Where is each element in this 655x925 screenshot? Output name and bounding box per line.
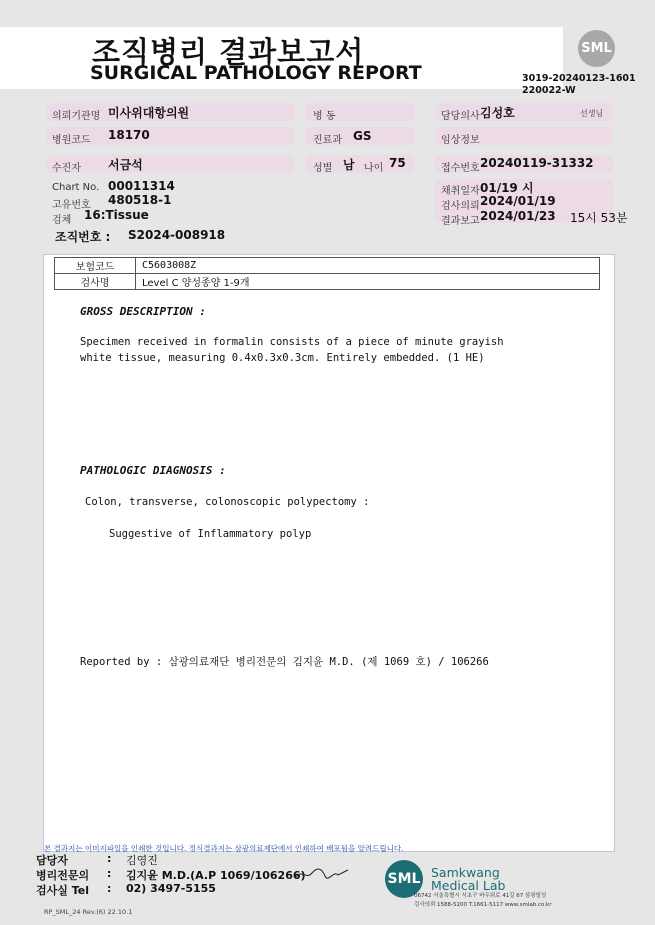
receipt-label: 접수번호 [441,163,480,174]
chart-value: 00011314 [108,179,175,193]
manager-label: 담당자 [36,854,68,867]
lab-tel-value: 02) 3497-5155 [126,882,216,895]
test-name-value: Level C 양성종양 1-9개 [136,274,600,290]
report-panel [43,254,615,852]
manager-value: 김영진 [126,854,158,867]
report-id: 3019-20240123-1601 220022-W [522,73,636,96]
patient-row [46,155,294,173]
gross-line-2: white tissue, measuring 0.4x0.3x0.3cm. Entirely embedded. (1 HE) [80,352,485,364]
sex-label: 성별 [313,163,333,174]
result-time-value: 15시 53분 [570,211,628,225]
sex-value: 남 [343,158,355,172]
patient-value: 서금석 [108,158,143,172]
result-date-value: 2024/01/23 [480,209,556,223]
tissue-no-value: S2024-008918 [128,228,226,242]
ward-label: 병 동 [313,111,336,122]
lab-logo-icon: SML [385,860,423,898]
institution-value: 미사위대항의원 [108,106,190,120]
test-name-label: 검사명 [55,274,136,290]
specimen-value: 16:Tissue [84,208,149,222]
lab-tel-colon: : [107,882,112,895]
diagnosis-result: Suggestive of Inflammatory polyp [109,528,312,540]
insurance-code-value: C5603008Z [136,258,600,274]
clinical-label: 임상정보 [441,135,480,146]
age-value: 75 [389,156,406,170]
doctor-value: 김성호 [480,106,515,120]
unique-value: 480518-1 [108,193,172,207]
code-table [54,257,600,290]
pathologist-label: 병리전문의 [36,869,90,882]
reported-by: Reported by : 삼광의료재단 병리전문의 김지윤 M.D. (제 1069 호) / 106266 [80,656,489,668]
manager-colon: : [107,852,112,865]
table-row [55,274,600,290]
dept-value: GS [353,129,372,143]
institution-label: 의뢰기관명 [52,111,101,122]
chart-label: Chart No. [52,182,100,193]
hospital-code-label: 병원코드 [52,135,91,146]
dept-label: 진료과 [313,135,342,146]
request-label: 검사의뢰 [441,201,480,212]
table-row [55,258,600,274]
diagnosis-site: Colon, transverse, colonoscopic polypectomy : [85,496,370,508]
signature-icon [294,866,350,882]
diagnosis-title: PATHOLOGIC DIAGNOSIS : [80,464,226,477]
patient-label: 수진자 [52,163,81,174]
doctor-label: 담당의사 [441,111,480,122]
lab-tel-label: 검사실 Tel [36,884,89,897]
receipt-value: 20240119-31332 [480,156,594,170]
unique-label: 고유번호 [52,200,91,211]
age-label: 나이 [364,163,384,174]
result-label: 결과보고 [441,216,480,227]
lab-name: Samkwang Medical Lab [431,865,506,893]
report-title-korean: 조직병리 결과보고서 [92,35,365,69]
request-value: 2024/01/19 [480,194,556,208]
sml-logo-icon: SML [578,30,615,67]
notice-text: 본 결과지는 이미지파일을 인쇄한 것입니다. 정식결과지는 삼광의료재단에서 인쇄하여 배포됨을 알려드립니다. [44,844,404,853]
pathologist-value: 김지윤 M.D.(A.P 1069/106266) [126,869,306,882]
gross-line-1: Specimen received in formalin consists of a piece of minute grayish [80,336,504,348]
specimen-label: 검체 [52,215,72,226]
collect-value: 01/19 시 [480,181,534,195]
hospital-code-value: 18170 [108,128,150,142]
tissue-no-label: 조직번호 : [55,230,111,244]
lab-address: 06742 서울특별시 서초구 바우뫼로 41길 67 삼광빌딩 검사의뢰 1588-5200 T.1661-5117 www.smlab.co.kr [414,893,552,908]
gross-title: GROSS DESCRIPTION : [80,305,206,318]
insurance-code-label: 보험코드 [55,258,136,274]
report-title-english: SURGICAL PATHOLOGY REPORT [90,62,422,84]
doctor-suffix: 선생님 [580,109,604,118]
form-id: RP_SML_24 Rev.(6) 22.10.1 [44,908,133,916]
pathologist-colon: : [107,867,112,880]
collect-label: 채취일자 [441,186,480,197]
